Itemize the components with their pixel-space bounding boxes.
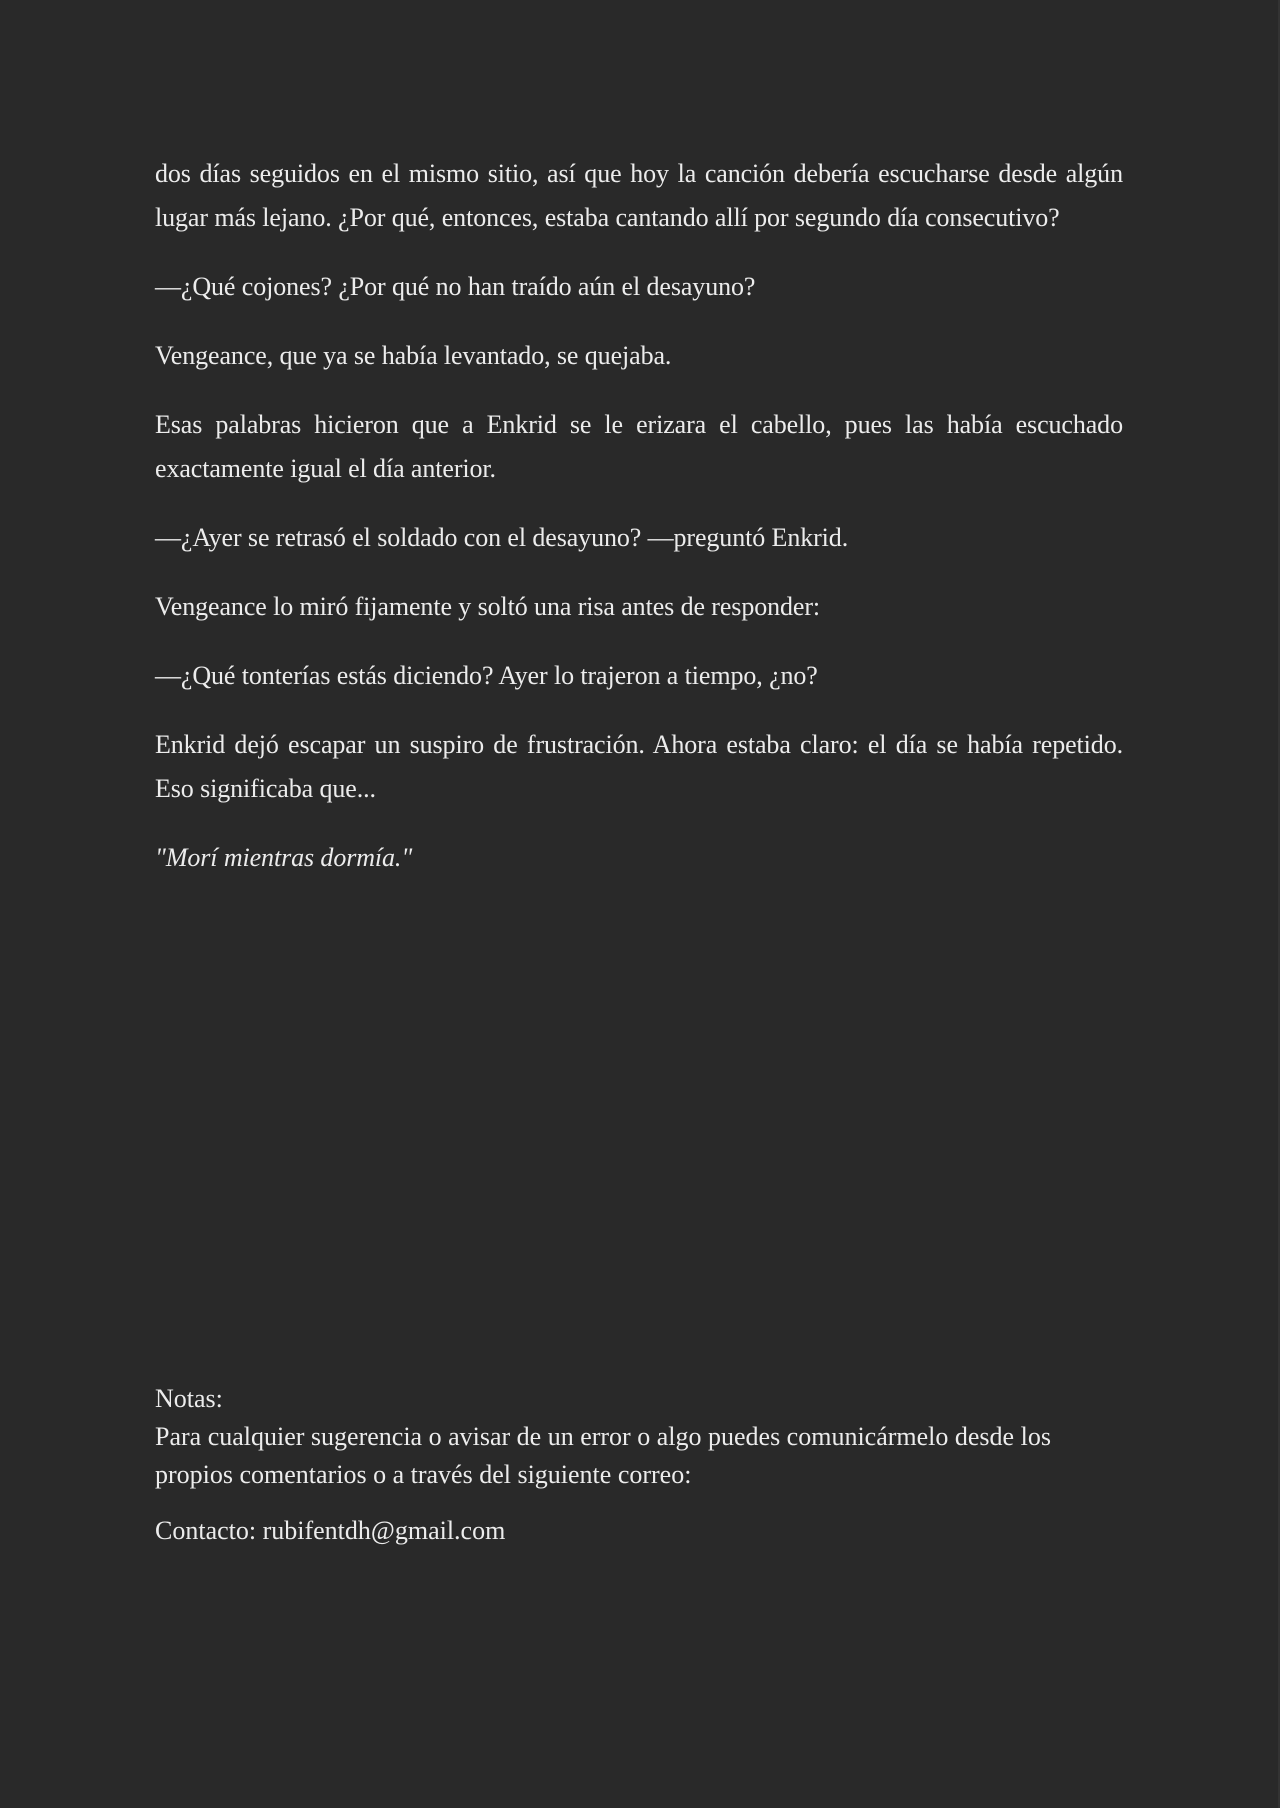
contact-line [155,1512,1123,1550]
chapter-text [155,152,1123,905]
contact-label: Contacto: [155,1516,263,1545]
paragraph-2-dialogue: —¿Qué cojones? ¿Por qué no han traído aún el desayuno? [155,272,756,301]
paragraph-7-dialogue: —¿Qué tonterías estás diciendo? Ayer lo trajeron a tiempo, ¿no? [155,661,818,690]
paragraph-3: Vengeance, que ya se había levantado, se quejaba. [155,341,672,370]
notes-heading: Notas: [155,1384,223,1413]
contact-email: rubifentdh@gmail.com [262,1516,506,1545]
paragraph-8: Enkrid dejó escapar un suspiro de frustración. Ahora estaba claro: el día se había repetido. Eso significaba que... [155,730,1123,803]
translator-notes [155,1380,1123,1550]
paragraph-1: dos días seguidos en el mismo sitio, así que hoy la canción debería escucharse desde algún lugar más lejano. ¿Por qué, entonces, estaba cantando allí por segundo día consecutivo? [155,159,1123,232]
paragraph-9-thought: "Morí mientras dormía." [155,843,413,872]
paragraph-6: Vengeance lo miró fijamente y soltó una risa antes de responder: [155,592,821,621]
paragraph-4: Esas palabras hicieron que a Enkrid se le erizara el cabello, pues las había escuchado exactamente igual el día anterior. [155,410,1123,483]
notes-body: Para cualquier sugerencia o avisar de un error o algo puedes comunicármelo desde los propios comentarios o a través del siguiente correo: [155,1422,1051,1489]
paragraph-5-dialogue: —¿Ayer se retrasó el soldado con el desayuno? —preguntó Enkrid. [155,523,849,552]
